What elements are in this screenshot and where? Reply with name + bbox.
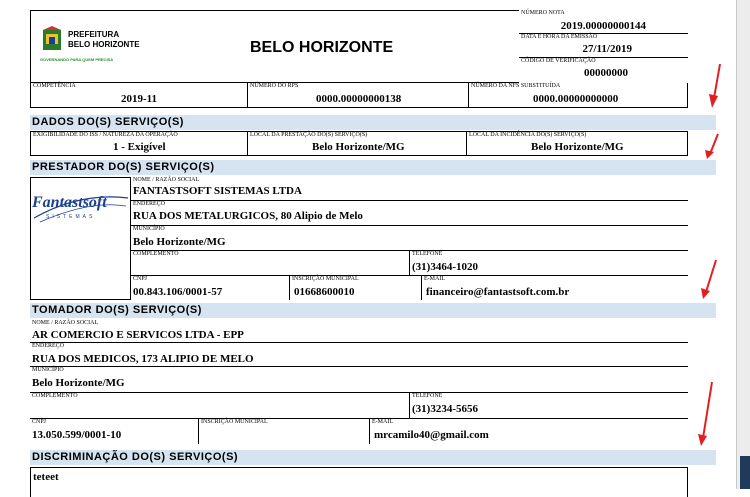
section-dados-servico	[30, 115, 716, 130]
prestador-telefone-cell	[409, 250, 688, 276]
local-prestacao-value: Belo Horizonte/MG	[312, 141, 405, 153]
tomador-nome-value: AR COMERCIO E SERVICOS LTDA - EPP	[32, 329, 244, 341]
tomador-complemento-label: COMPLEMENTO	[32, 393, 78, 399]
tomador-telefone-label: TELEFONE	[412, 393, 443, 399]
tomador-email-label: E-MAIL	[372, 419, 393, 425]
section-prestador-title: PRESTADOR DO(S) SERVIÇO(S)	[32, 161, 215, 173]
prestador-telefone-value: (31)3464-1020	[412, 261, 478, 273]
window-edge-strip	[736, 0, 750, 489]
tomador-endereco-label: ENDEREÇO	[32, 343, 64, 349]
exigibilidade-label: EXIGIBILIDADE DO ISS / NATUREZA DA OPERAÇÃO	[33, 132, 178, 138]
prestador-cnpj-cell	[130, 275, 290, 300]
prestador-endereco-value: RUA DOS METALURGICOS, 80 Alipio de Melo	[133, 210, 363, 222]
city-logo-line2: BELO HORIZONTE	[68, 40, 140, 49]
nfse-substituida-cell	[468, 83, 688, 108]
numero-nota-label: NÚMERO NOTA	[521, 10, 565, 16]
tomador-endereco-value: RUA DOS MEDICOS, 173 ALIPIO DE MELO	[32, 353, 254, 365]
tomador-telefone-cell	[409, 392, 688, 419]
section-discriminacao-title: DISCRIMINAÇÃO DO(S) SERVIÇO(S)	[32, 451, 239, 463]
local-prestacao-cell	[247, 131, 467, 156]
numero-nota-value: 2019.00000000144	[560, 20, 646, 32]
nfse-substituida-label: NÚMERO DA NFS SUBSTITUÍDA	[471, 83, 561, 89]
tomador-cnpj-cell	[30, 418, 199, 444]
prestador-cnpj-value: 00.843.106/0001-57	[133, 286, 223, 298]
prestador-nome-cell	[130, 177, 688, 201]
local-incidencia-value: Belo Horizonte/MG	[531, 141, 624, 153]
competencia-label: COMPETÊNCIA	[33, 83, 76, 89]
tomador-inscricao-label: INSCRIÇÃO MUNICIPAL	[201, 419, 268, 425]
section-tomador-title: TOMADOR DO(S) SERVIÇO(S)	[32, 304, 202, 316]
data-emissao-value: 27/11/2019	[582, 43, 632, 55]
prestador-municipio-cell	[130, 225, 688, 251]
prestador-logo	[30, 188, 130, 228]
prestador-endereco-cell	[130, 200, 688, 226]
tomador-municipio-cell	[30, 366, 688, 393]
prestador-endereco-label: ENDEREÇO	[133, 201, 165, 207]
tomador-complemento-cell	[30, 392, 410, 419]
prestador-complemento-label: COMPLEMENTO	[133, 251, 179, 257]
numero-rps-cell	[247, 83, 469, 108]
numero-nota-cell	[519, 10, 688, 34]
section-dados-servico-title: DADOS DO(S) SERVIÇO(S)	[32, 116, 184, 128]
tomador-endereco-cell	[30, 342, 688, 367]
tomador-cnpj-value: 13.050.599/0001-10	[32, 429, 122, 441]
tomador-nome-label: NOME / RAZÃO SOCIAL	[32, 320, 99, 326]
exigibilidade-cell	[30, 131, 248, 156]
prestador-complemento-cell	[130, 250, 410, 276]
discriminacao-box	[30, 467, 688, 497]
codigo-verificacao-cell	[519, 58, 688, 83]
prestador-cnpj-label: CNPJ	[133, 276, 148, 282]
prestador-inscricao-label: INSCRIÇÃO MUNICIPAL	[292, 276, 359, 282]
numero-rps-label: NÚMERO DO RPS	[250, 83, 299, 89]
local-incidencia-cell	[466, 131, 688, 156]
annotation-arrow-1-icon	[706, 62, 726, 110]
section-tomador	[30, 303, 716, 318]
prestador-inscricao-cell	[289, 275, 422, 300]
prestador-municipio-value: Belo Horizonte/MG	[133, 236, 226, 248]
prestador-logo-sub: SISTEMAS	[46, 214, 96, 220]
section-discriminacao	[30, 450, 716, 465]
local-prestacao-label: LOCAL DA PRESTAÇÃO DO(S) SERVIÇO(S)	[250, 132, 368, 138]
city-logo-slogan: GOVERNANDO PARA QUEM PRECISA	[40, 57, 114, 62]
prestador-nome-label: NOME / RAZÃO SOCIAL	[133, 177, 200, 183]
discriminacao-text: teteet	[33, 471, 59, 483]
annotation-arrow-3-icon	[700, 258, 720, 300]
annotation-arrow-2-icon	[704, 132, 724, 160]
data-emissao-label: DATA E HORA DA EMISSÃO	[521, 34, 598, 40]
prestador-email-label: E-MAIL	[424, 276, 445, 282]
tomador-email-cell	[369, 418, 688, 444]
prestador-email-value: financeiro@fantastsoft.com.br	[426, 286, 570, 298]
document-title: BELO HORIZONTE	[250, 39, 394, 56]
tomador-municipio-value: Belo Horizonte/MG	[32, 377, 125, 389]
prestador-nome-value: FANTASTSOFT SISTEMAS LTDA	[133, 185, 302, 197]
data-emissao-cell	[519, 34, 688, 58]
prestador-telefone-label: TELEFONE	[412, 251, 443, 257]
prestador-inscricao-value: 01668600010	[294, 286, 355, 298]
local-incidencia-label: LOCAL DA INCIDÊNCIA DO(S) SERVIÇO(S)	[469, 132, 587, 138]
prestador-municipio-label: MUNICÍPIO	[133, 226, 165, 232]
codigo-verificacao-label: CÓDIGO DE VERIFICAÇÃO	[521, 58, 596, 64]
tomador-telefone-value: (31)3234-5656	[412, 403, 478, 415]
tomador-municipio-label: MUNICÍPIO	[32, 367, 64, 373]
city-logo-line1: PREFEITURA	[68, 30, 120, 39]
tomador-nome-cell	[30, 320, 688, 343]
codigo-verificacao-value: 00000000	[584, 67, 628, 79]
tomador-inscricao-cell	[198, 418, 370, 444]
competencia-value: 2019-11	[121, 93, 158, 105]
nfse-substituida-value: 0000.00000000000	[533, 93, 619, 105]
exigibilidade-value: 1 - Exigível	[113, 141, 166, 153]
prestador-email-cell	[421, 275, 688, 300]
city-crest-icon	[40, 26, 64, 56]
prestador-logo-name: Fantastsoft	[32, 194, 107, 211]
tomador-cnpj-label: CNPJ	[32, 419, 47, 425]
section-prestador	[30, 160, 716, 175]
numero-rps-value: 0000.00000000138	[316, 93, 402, 105]
annotation-arrow-4-icon	[696, 380, 716, 448]
window-edge-accent	[740, 456, 750, 489]
competencia-cell	[30, 83, 248, 108]
tomador-email-value: mrcamilo40@gmail.com	[374, 429, 489, 441]
city-logo	[40, 26, 160, 66]
